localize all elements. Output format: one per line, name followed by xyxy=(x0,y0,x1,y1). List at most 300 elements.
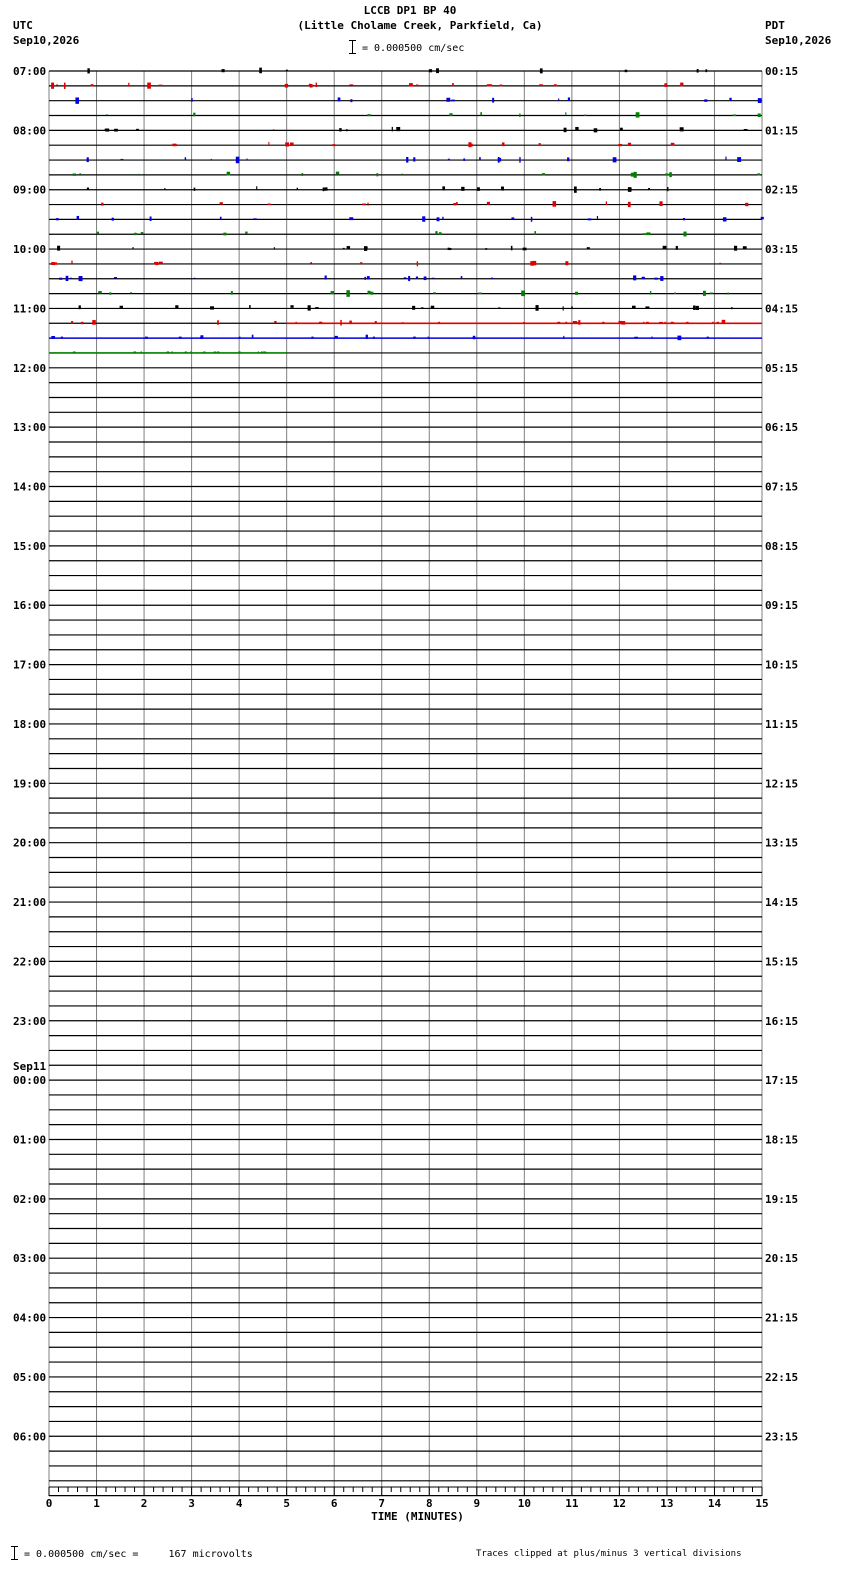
utc-date-label: Sep11 xyxy=(13,1060,47,1074)
trace-spike xyxy=(632,306,636,309)
trace-spike xyxy=(91,84,94,86)
trace-spike xyxy=(479,157,481,160)
trace-spike xyxy=(109,292,111,294)
pdt-hour-label: 02:15 xyxy=(765,183,799,197)
blue-spike xyxy=(239,337,241,339)
trace-spike xyxy=(452,83,454,86)
trace-spike xyxy=(599,188,601,191)
pdt-hour-label: 10:15 xyxy=(765,658,799,672)
red-spike xyxy=(671,322,674,324)
trace-spike xyxy=(130,292,132,293)
utc-hour-label: 19:00 xyxy=(13,777,47,791)
trace-spike xyxy=(285,142,289,146)
trace-spike xyxy=(643,233,647,235)
trace-spike xyxy=(335,336,338,338)
green-spike xyxy=(190,351,192,353)
trace-spike xyxy=(676,246,678,250)
utc-hour-label: 08:00 xyxy=(13,124,47,138)
blue-spike xyxy=(311,337,313,339)
trace-spike xyxy=(449,113,452,116)
trace-spike xyxy=(147,83,151,89)
trace-spike xyxy=(236,157,240,164)
trace-spike xyxy=(376,173,378,176)
pdt-hour-label: 22:15 xyxy=(765,1370,799,1384)
trace-spike xyxy=(138,174,139,176)
trace-spike xyxy=(349,217,353,220)
trace-spike xyxy=(136,129,139,131)
utc-hour-label: 20:00 xyxy=(13,836,47,850)
trace-spike xyxy=(217,320,219,325)
blue-spike xyxy=(707,337,709,339)
x-tick-label: 12 xyxy=(612,1497,627,1510)
trace-spike xyxy=(79,305,81,309)
trace-spike xyxy=(492,98,494,103)
trace-spike xyxy=(367,114,370,116)
x-tick-label: 5 xyxy=(283,1497,290,1510)
trace-spike xyxy=(340,320,341,326)
trace-spike xyxy=(678,336,680,339)
trace-spike xyxy=(634,337,638,339)
trace-spike xyxy=(519,113,520,117)
trace-spike xyxy=(502,142,505,146)
trace-spike xyxy=(245,232,247,234)
trace-spike xyxy=(343,248,345,249)
trace-spike xyxy=(417,261,418,266)
trace-spike xyxy=(648,188,650,190)
trace-spike xyxy=(618,144,622,146)
trace-spike xyxy=(73,173,76,175)
trace-spike xyxy=(501,188,503,190)
trace-spike xyxy=(478,293,482,295)
trace-spike xyxy=(71,321,73,324)
trace-spike xyxy=(112,218,114,221)
trace-spike xyxy=(59,278,62,280)
trace-spike xyxy=(722,320,726,324)
blue-spike xyxy=(473,337,475,339)
trace-spike xyxy=(710,293,714,294)
trace-spike xyxy=(564,128,567,132)
utc-hour-label: 17:00 xyxy=(13,658,47,672)
trace-spike xyxy=(448,248,450,250)
trace-spike xyxy=(542,173,545,175)
trace-spike xyxy=(367,291,370,294)
trace-spike xyxy=(574,186,577,192)
trace-spike xyxy=(429,69,432,72)
trace-spike xyxy=(347,246,350,249)
x-tick-label: 1 xyxy=(93,1497,100,1510)
trace-spike xyxy=(325,275,327,279)
trace-spike xyxy=(696,306,699,310)
pdt-hour-label: 21:15 xyxy=(765,1311,799,1325)
trace-spike xyxy=(463,158,465,161)
trace-spike xyxy=(324,187,327,190)
trace-spike xyxy=(533,261,537,265)
utc-hour-label: 23:00 xyxy=(13,1014,47,1028)
trace-spike xyxy=(663,246,667,249)
trace-spike xyxy=(191,98,192,102)
pdt-hour-label: 01:15 xyxy=(765,124,799,138)
trace-spike xyxy=(631,173,634,177)
x-tick-label: 3 xyxy=(188,1497,195,1510)
trace-spike xyxy=(575,127,578,131)
trace-spike xyxy=(558,98,559,100)
green-spike xyxy=(203,351,205,353)
trace-spike xyxy=(554,84,557,86)
trace-spike xyxy=(723,217,726,221)
trace-spike xyxy=(727,293,728,295)
trace-spike xyxy=(77,216,79,220)
trace-spike xyxy=(416,84,418,86)
trace-spike xyxy=(703,291,706,296)
trace-spike xyxy=(734,246,737,251)
trace-spike xyxy=(659,201,662,206)
right-date: Sep10,2026 xyxy=(765,34,832,47)
green-spike xyxy=(217,351,218,353)
pdt-hour-label: 08:15 xyxy=(765,539,799,553)
trace-spike xyxy=(693,306,696,310)
x-tick-label: 13 xyxy=(660,1497,674,1510)
trace-spike xyxy=(97,232,99,234)
trace-spike xyxy=(308,305,311,310)
utc-hour-label: 14:00 xyxy=(13,480,47,494)
left-timezone: UTC xyxy=(13,19,33,32)
trace-spike xyxy=(185,157,186,160)
trace-spike xyxy=(588,218,591,220)
utc-hour-label: 15:00 xyxy=(13,539,47,553)
trace-spike xyxy=(350,99,352,102)
trace-spike xyxy=(731,307,733,309)
trace-spike xyxy=(684,232,687,237)
pdt-hour-label: 13:15 xyxy=(765,836,799,850)
trace-spike xyxy=(200,335,203,339)
trace-spike xyxy=(362,204,366,206)
trace-spike xyxy=(286,70,288,72)
trace-spike xyxy=(628,143,631,145)
x-axis xyxy=(46,1487,769,1523)
trace-spike xyxy=(683,218,685,220)
trace-spike xyxy=(539,143,541,145)
trace-spike xyxy=(421,307,423,308)
trace-spike xyxy=(64,83,66,89)
trace-spike xyxy=(349,321,352,324)
trace-spike xyxy=(758,113,761,117)
trace-spike xyxy=(413,157,415,161)
trace-spike xyxy=(480,112,482,115)
trace-spike xyxy=(729,98,731,101)
trace-spike xyxy=(424,276,427,280)
utc-hour-label: 09:00 xyxy=(13,183,47,197)
trace-spike xyxy=(674,292,676,294)
blue-spike xyxy=(179,337,182,339)
trace-spike xyxy=(498,158,501,162)
trace-spike xyxy=(247,159,248,161)
trace-spike xyxy=(613,157,617,162)
trace-spike xyxy=(565,112,566,115)
pdt-hour-label: 23:15 xyxy=(765,1430,799,1444)
trace-spike xyxy=(79,276,83,281)
utc-hour-label: 03:00 xyxy=(13,1252,47,1266)
trace-spike xyxy=(461,276,463,278)
trace-spike xyxy=(757,173,760,175)
trace-spike xyxy=(57,246,60,251)
trace-spike xyxy=(453,203,456,205)
trace-spike xyxy=(194,278,196,279)
trace-spike xyxy=(302,173,304,176)
trace-spike xyxy=(416,277,418,279)
trace-spike xyxy=(511,246,513,250)
utc-hour-label: 10:00 xyxy=(13,243,47,257)
trace-spike xyxy=(491,278,493,280)
utc-hour-label: 18:00 xyxy=(13,717,47,731)
trace-spike xyxy=(120,306,123,308)
red-spike xyxy=(717,322,719,324)
green-spike xyxy=(263,351,266,353)
trace-spike xyxy=(432,278,435,279)
blue-spike xyxy=(145,337,148,339)
x-tick-label: 2 xyxy=(140,1497,148,1510)
red-spike xyxy=(320,322,322,324)
trace-spike xyxy=(290,142,294,145)
trace-spike xyxy=(222,69,225,72)
trace-spike xyxy=(439,232,442,235)
trace-spike xyxy=(56,218,59,220)
trace-spike xyxy=(360,262,362,264)
trace-spike xyxy=(159,262,163,264)
trace-spike xyxy=(597,216,598,219)
trace-spike xyxy=(174,144,177,145)
green-spike xyxy=(73,351,76,353)
trace-spike xyxy=(523,248,527,251)
pdt-hour-label: 05:15 xyxy=(765,361,799,375)
utc-hour-label: 02:00 xyxy=(13,1192,47,1206)
trace-spike xyxy=(51,336,55,339)
trace-spike xyxy=(643,322,644,324)
trace-spike xyxy=(194,188,196,191)
trace-spike xyxy=(563,306,564,310)
trace-spike xyxy=(744,129,748,131)
trace-spike xyxy=(745,203,748,206)
trace-spike xyxy=(114,129,118,132)
trace-spike xyxy=(220,202,223,204)
trace-spike xyxy=(370,292,373,295)
red-spike xyxy=(557,322,560,324)
trace-spike xyxy=(105,129,109,132)
green-spike xyxy=(167,351,170,353)
trace-spike xyxy=(285,84,288,88)
trace-spike xyxy=(87,188,89,190)
green-spike xyxy=(133,351,136,353)
trace-spike xyxy=(451,100,454,102)
trace-spike xyxy=(66,276,69,281)
trace-spike xyxy=(114,277,117,279)
trace-spike xyxy=(155,262,158,265)
green-spike xyxy=(141,351,142,353)
red-spike xyxy=(295,322,296,324)
trace-spike xyxy=(448,159,450,161)
trace-spike xyxy=(268,203,271,205)
trace-spike xyxy=(220,217,222,220)
trace-spike xyxy=(365,247,368,249)
trace-spike xyxy=(79,173,81,174)
blue-spike xyxy=(428,337,429,339)
trace-spike xyxy=(256,186,257,189)
trace-spike xyxy=(375,321,377,324)
utc-hour-label: 06:00 xyxy=(13,1430,47,1444)
trace-spike xyxy=(584,114,586,116)
trace-spike xyxy=(106,114,107,115)
trace-spike xyxy=(442,217,443,220)
trace-spike xyxy=(367,276,370,279)
green-spike xyxy=(261,351,263,353)
trace-spike xyxy=(650,291,651,295)
utc-hour-label: 07:00 xyxy=(13,65,47,78)
trace-spike xyxy=(477,187,480,191)
left-date: Sep10,2026 xyxy=(13,34,80,47)
trace-spike xyxy=(540,68,543,73)
trace-spike xyxy=(316,83,317,87)
trace-spike xyxy=(697,69,699,72)
trace-spike xyxy=(56,84,57,85)
trace-spike xyxy=(323,187,325,191)
trace-spike xyxy=(346,129,348,131)
trace-spike xyxy=(733,114,736,116)
trace-spike xyxy=(402,174,403,175)
trace-spike xyxy=(396,127,400,131)
trace-spike xyxy=(158,85,162,86)
pdt-hour-label: 12:15 xyxy=(765,777,799,791)
trace-spike xyxy=(664,83,667,87)
trace-spike xyxy=(274,321,276,323)
trace-spike xyxy=(268,142,269,145)
trace-spike xyxy=(273,129,274,130)
trace-spike xyxy=(680,83,683,87)
blue-spike xyxy=(373,337,375,339)
trace-spike xyxy=(433,292,436,293)
utc-hour-label: 13:00 xyxy=(13,421,47,435)
pdt-hour-label: 00:15 xyxy=(765,65,799,78)
trace-spike xyxy=(249,305,250,309)
blue-spike xyxy=(413,337,416,339)
trace-spike xyxy=(737,157,741,162)
trace-spike xyxy=(461,187,464,191)
red-spike xyxy=(686,322,688,324)
trace-spike xyxy=(404,277,407,278)
chart-title: LCCB DP1 BP 40 xyxy=(363,4,457,17)
trace-spike xyxy=(392,127,393,132)
utc-hour-label: 12:00 xyxy=(13,361,47,375)
x-tick-label: 8 xyxy=(425,1497,433,1510)
trace-spike xyxy=(628,202,631,207)
chart-subtitle: (Little Cholame Creek, Parkfield, Ca) xyxy=(297,19,543,32)
trace-spike xyxy=(349,84,353,85)
red-spike xyxy=(712,322,713,324)
x-tick-label: 7 xyxy=(378,1497,386,1510)
trace-spike xyxy=(719,263,721,264)
utc-hour-label: 00:00 xyxy=(13,1074,47,1088)
trace-spike xyxy=(436,68,439,73)
pdt-hour-label: 07:15 xyxy=(765,480,799,494)
trace-spike xyxy=(101,203,103,206)
trace-spike xyxy=(71,261,72,264)
trace-spike xyxy=(141,232,144,234)
green-spike xyxy=(185,351,187,353)
utc-hour-label: 11:00 xyxy=(13,302,47,316)
x-tick-label: 14 xyxy=(707,1497,722,1510)
trace-spike xyxy=(587,247,590,249)
trace-spike xyxy=(120,159,123,160)
pdt-hour-label: 16:15 xyxy=(765,1014,799,1028)
trace-spike xyxy=(366,335,368,339)
trace-spike xyxy=(408,276,410,281)
trace-spike xyxy=(575,292,578,295)
trace-spike xyxy=(563,336,564,339)
trace-spike xyxy=(485,248,487,250)
trace-spike xyxy=(431,306,434,309)
trace-spike xyxy=(364,277,366,280)
blue-spike xyxy=(61,337,63,339)
trace-spike xyxy=(331,291,335,294)
pdt-hour-label: 04:15 xyxy=(765,302,799,316)
x-tick-label: 9 xyxy=(473,1497,481,1510)
clip-note: Traces clipped at plus/minus 3 vertical divisions xyxy=(476,1549,742,1559)
trace-spike xyxy=(536,305,539,311)
trace-spike xyxy=(620,128,623,131)
red-spike xyxy=(602,322,604,324)
trace-spike xyxy=(75,97,79,103)
pdt-hour-label: 18:15 xyxy=(765,1133,799,1147)
trace-spike xyxy=(227,172,230,176)
utc-hour-label: 04:00 xyxy=(13,1311,47,1325)
red-spike xyxy=(576,322,578,324)
pdt-hour-label: 11:15 xyxy=(765,717,799,731)
trace-spike xyxy=(594,128,598,132)
trace-spike xyxy=(412,306,415,310)
trace-spike xyxy=(539,84,543,86)
x-tick-label: 6 xyxy=(330,1497,338,1510)
trace-spike xyxy=(531,217,532,222)
trace-spike xyxy=(402,322,404,324)
trace-spike xyxy=(409,83,413,86)
trace-spike xyxy=(500,84,502,86)
trace-spike xyxy=(645,306,649,308)
trace-spike xyxy=(660,276,663,281)
green-spike xyxy=(258,351,259,353)
trace-spike xyxy=(521,291,525,297)
green-spike xyxy=(218,351,220,353)
trace-spike xyxy=(659,322,663,324)
traces xyxy=(49,68,764,1496)
trace-spike xyxy=(665,173,669,175)
utc-hour-label: 16:00 xyxy=(13,599,47,613)
trace-spike xyxy=(667,187,668,191)
trace-spike xyxy=(446,98,450,102)
trace-spike xyxy=(435,231,437,234)
trace-spike xyxy=(51,262,55,265)
trace-spike xyxy=(51,83,54,89)
trace-spike xyxy=(619,321,623,323)
trace-spike xyxy=(338,97,341,101)
x-tick-label: 11 xyxy=(565,1497,579,1510)
x-tick-label: 15 xyxy=(755,1497,769,1510)
trace-spike xyxy=(553,201,557,207)
trace-spike xyxy=(568,97,570,100)
pdt-hour-label: 06:15 xyxy=(765,421,799,435)
green-spike xyxy=(171,351,173,353)
trace-spike xyxy=(315,307,319,308)
trace-spike xyxy=(210,306,214,309)
trace-spike xyxy=(223,233,226,236)
utc-hour-label: 21:00 xyxy=(13,896,47,910)
